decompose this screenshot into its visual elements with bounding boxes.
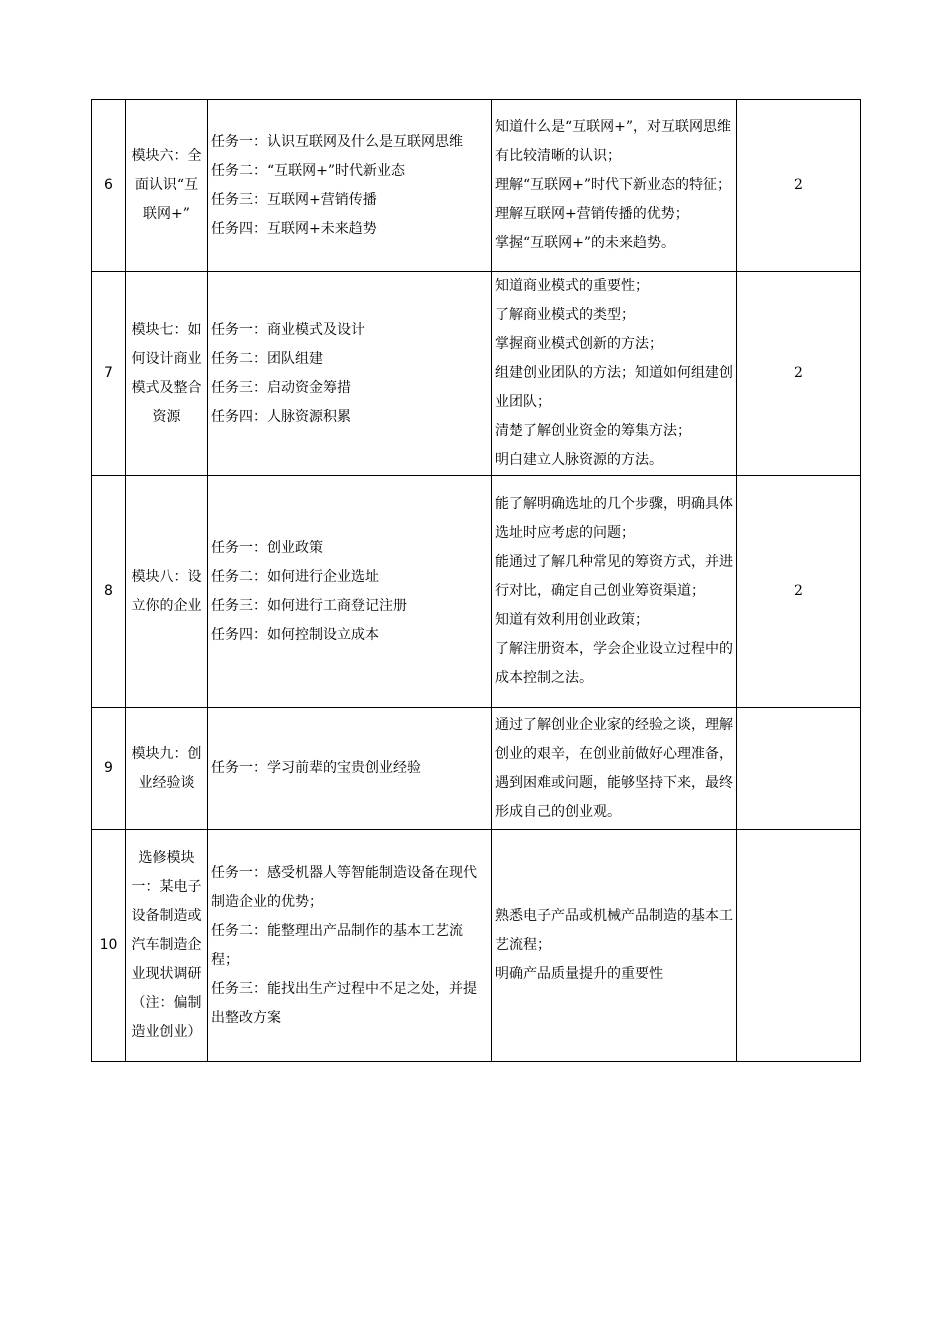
task-item: 任务一：创业政策 — [211, 539, 323, 556]
goal-item: 能了解明确选址的几个步骤，明确具体选址时应考虑的问题； — [495, 496, 733, 541]
goal-item: 清楚了解创业资金的筹集方法； — [495, 423, 691, 439]
goal-list — [492, 272, 737, 476]
module-name: 选修模块一：某电子设备制造或汽车制造企业现状调研（注：偏制造业创业） — [126, 830, 208, 1062]
goal-item: 通过了解创业企业家的经验之谈，理解创业的艰辛，在创业前做好心理准备，遇到困难或问题，能够坚持下来，最终形成自己的创业观。 — [495, 716, 733, 820]
row-number: 10 — [92, 830, 126, 1062]
class-hours — [737, 830, 861, 1062]
task-item: 任务三：互联网+营销传播 — [211, 191, 377, 208]
task-item: 任务一：学习前辈的宝贵创业经验 — [211, 760, 421, 776]
module-name: 模块九：创业经验谈 — [126, 708, 208, 830]
task-item: 任务四：如何控制设立成本 — [211, 626, 379, 643]
task-list — [208, 100, 492, 272]
task-item: 任务四：互联网+未来趋势 — [211, 220, 377, 237]
task-item: 任务三：能找出生产过程中不足之处，并提出整改方案 — [211, 980, 477, 1026]
module-name: 模块七：如何设计商业模式及整合资源 — [126, 272, 208, 476]
task-item: 任务一：认识互联网及什么是互联网思维 — [211, 133, 463, 150]
goal-item: 知道什么是“互联网+”，对互联网思维有比较清晰的认识； — [495, 119, 732, 164]
task-item: 任务一：商业模式及设计 — [211, 321, 365, 338]
row-number: 8 — [92, 476, 126, 708]
goal-item: 知道有效利用创业政策； — [495, 612, 649, 628]
module-name: 模块八：设立你的企业 — [126, 476, 208, 708]
task-item: 任务二：能整理出产品制作的基本工艺流程； — [211, 922, 463, 968]
row-number: 7 — [92, 272, 126, 476]
goal-item: 能通过了解几种常见的筹资方式，并进行对比，确定自己创业筹资渠道； — [495, 554, 733, 599]
goal-list — [492, 476, 737, 708]
course-table — [91, 99, 861, 1062]
module-name: 模块六：全面认识“互联网+” — [126, 100, 208, 272]
goal-item: 了解商业模式的类型； — [495, 307, 635, 323]
table-row — [92, 708, 861, 830]
goal-list — [492, 100, 737, 272]
task-item: 任务三：如何进行工商登记注册 — [211, 597, 407, 614]
task-item: 任务二：如何进行企业选址 — [211, 568, 379, 585]
task-list — [208, 476, 492, 708]
table-row — [92, 100, 861, 272]
class-hours: 2 — [737, 100, 861, 272]
task-list — [208, 830, 492, 1062]
table-row — [92, 476, 861, 708]
goal-item: 掌握“互联网+”的未来趋势。 — [495, 235, 676, 251]
goal-list — [492, 708, 737, 830]
goal-item: 知道商业模式的重要性； — [495, 278, 649, 294]
class-hours: 2 — [737, 476, 861, 708]
goal-item: 理解互联网+营销传播的优势； — [495, 206, 689, 222]
class-hours — [737, 708, 861, 830]
class-hours: 2 — [737, 272, 861, 476]
goal-item: 组建创业团队的方法；知道如何组建创业团队； — [495, 365, 733, 410]
task-list — [208, 708, 492, 830]
goal-item: 理解“互联网+”时代下新业态的特征； — [495, 177, 732, 193]
task-item: 任务三：启动资金筹措 — [211, 379, 351, 396]
task-item: 任务四：人脉资源积累 — [211, 408, 351, 425]
goal-list — [492, 830, 737, 1062]
task-item: 任务二：团队组建 — [211, 350, 323, 367]
table-row — [92, 272, 861, 476]
goal-item: 明白建立人脉资源的方法。 — [495, 452, 663, 468]
table-row — [92, 830, 861, 1062]
row-number: 9 — [92, 708, 126, 830]
goal-item: 掌握商业模式创新的方法； — [495, 336, 663, 352]
goal-item: 了解注册资本，学会企业设立过程中的成本控制之法。 — [495, 641, 733, 686]
row-number: 6 — [92, 100, 126, 272]
task-item: 任务二：“互联网+”时代新业态 — [211, 162, 406, 179]
goal-item: 明确产品质量提升的重要性 — [495, 966, 663, 982]
task-list — [208, 272, 492, 476]
goal-item: 熟悉电子产品或机械产品制造的基本工艺流程； — [495, 908, 733, 953]
task-item: 任务一：感受机器人等智能制造设备在现代制造企业的优势； — [211, 864, 477, 910]
